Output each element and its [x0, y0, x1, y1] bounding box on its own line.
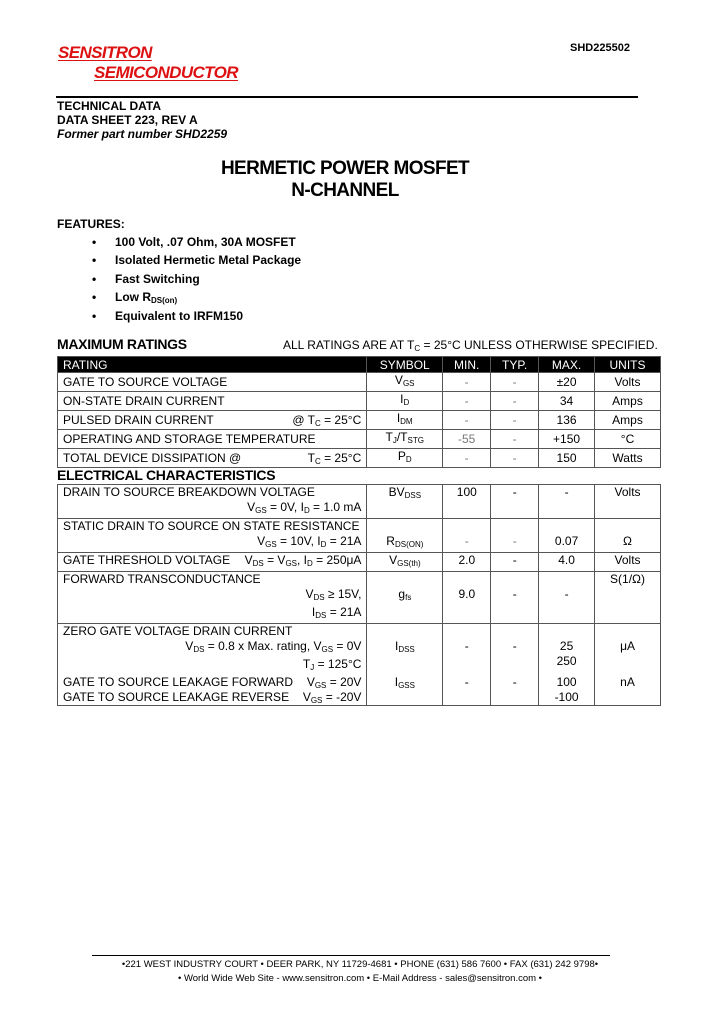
- table-row: DRAIN TO SOURCE BREAKDOWN VOLTAGE $V_{GS} = 0V$, $I_D = 1.0$ mA $BV_{DSS}$ 100 - - Volts: [58, 485, 661, 519]
- feature-item: • Isolated Hermetic Metal Package: [92, 251, 301, 269]
- footer-web: • World Wide Web Site - www.sensitron.com • E-Mail Address - sales@sensitron.com •: [177, 973, 543, 984]
- company-logo: [58, 43, 238, 83]
- col-header: MAX.: [539, 357, 595, 373]
- rating-cell: GATE TO SOURCE VOLTAGE: [58, 373, 367, 392]
- ratings-note: ALL RATINGS ARE AT $T_C = 25^\circ C$ UNLESS OTHERWISE SPECIFIED.: [283, 338, 658, 353]
- tech-line-1: TECHNICAL DATA: [57, 99, 161, 113]
- table-row: [58, 411, 661, 430]
- symbol-cell: $V_{GS}$: [367, 373, 443, 392]
- tech-line-2: DATA SHEET 223, REV A: [57, 113, 198, 127]
- symbol-cell: $T_J/T_{STG}$: [367, 430, 443, 449]
- max-cell: +150: [539, 430, 595, 449]
- typ-cell: -: [491, 430, 539, 449]
- table-row: STATIC DRAIN TO SOURCE ON STATE RESISTANCE $V_{GS} = 10V$, $I_D = 21A$ $R_{DS(ON)}$ - - 0.07 Ω: [58, 519, 661, 553]
- typ-cell: -: [491, 411, 539, 430]
- header-rule: [56, 96, 638, 98]
- feature-item: • Fast Switching: [92, 270, 301, 288]
- param-cell: FORWARD TRANSCONDUCTANCE $V_{DS} \ge 15V$, $I_{DS} = 21A$: [58, 572, 367, 624]
- max-cell: ±20: [539, 373, 595, 392]
- footer-rule: [92, 955, 610, 956]
- tech-data-block: [57, 99, 227, 141]
- col-header: MIN.: [443, 357, 491, 373]
- tech-line-3: Former part number SHD2259: [57, 127, 228, 141]
- typ-cell: -: [491, 449, 539, 468]
- symbol-cell: $P_D$: [367, 449, 443, 468]
- table-row: [58, 449, 661, 468]
- col-header: SYMBOL: [367, 357, 443, 373]
- min-cell: -55: [443, 430, 491, 449]
- rating-cell: OPERATING AND STORAGE TEMPERATURE: [58, 430, 367, 449]
- feature-item: • Low $R_{DS(on)}$: [92, 288, 301, 306]
- max-ratings-table: [57, 356, 661, 468]
- feature-item: • Equivalent to IRFM150: [92, 307, 301, 325]
- col-header: RATING: [58, 357, 367, 373]
- min-cell: -: [443, 392, 491, 411]
- min-cell: -: [443, 373, 491, 392]
- param-cell: GATE THRESHOLD VOLTAGE $V_{DS} = V_{GS}$, $I_D = 250\mu A$: [58, 553, 367, 572]
- units-cell: Volts: [595, 373, 661, 392]
- table-header-row: [58, 357, 661, 373]
- rating-cell: PULSED DRAIN CURRENT @ $T_C = 25^\circ C$: [58, 411, 367, 430]
- units-cell: °C: [595, 430, 661, 449]
- table-row: GATE THRESHOLD VOLTAGE $V_{DS} = V_{GS}$, $I_D = 250\mu A$ $V_{GS(th)}$ 2.0 - 4.0 Volts: [58, 553, 661, 572]
- max-ratings-heading: MAXIMUM RATINGS: [57, 336, 187, 352]
- units-cell: Watts: [595, 449, 661, 468]
- min-cell: -: [443, 411, 491, 430]
- rating-cell: ON-STATE DRAIN CURRENT: [58, 392, 367, 411]
- param-cell: ZERO GATE VOLTAGE DRAIN CURRENT $V_{DS} = 0.8$ x Max. rating, $V_{GS} = 0V$ $T_J = 125^\circ C$: [58, 624, 367, 676]
- table-row: [58, 430, 661, 449]
- typ-cell: -: [491, 392, 539, 411]
- elec-heading: ELECTRICAL CHARACTERISTICS: [57, 467, 276, 483]
- symbol-cell: $I_{DM}$: [367, 411, 443, 430]
- table-row: GATE TO SOURCE LEAKAGE FORWARD GATE TO SOURCE LEAKAGE REVERSE $V_{GS} = 20V$ $V_{GS} = -20V$ $I_{GSS}$ - - 100 -100 nA: [58, 675, 661, 706]
- part-number: SHD225502: [570, 42, 630, 54]
- units-cell: Amps: [595, 411, 661, 430]
- param-cell: DRAIN TO SOURCE BREAKDOWN VOLTAGE $V_{GS} = 0V$, $I_D = 1.0$ mA: [58, 485, 367, 519]
- table-row: ZERO GATE VOLTAGE DRAIN CURRENT $V_{DS} = 0.8$ x Max. rating, $V_{GS} = 0V$ $T_J = 125^\circ C$ $I_{DSS}$ - - 25 250 μA: [58, 624, 661, 676]
- symbol-cell: $I_D$: [367, 392, 443, 411]
- typ-cell: -: [491, 373, 539, 392]
- col-header: TYP.: [491, 357, 539, 373]
- table-row: [58, 392, 661, 411]
- param-cell: GATE TO SOURCE LEAKAGE FORWARD GATE TO SOURCE LEAKAGE REVERSE $V_{GS} = 20V$ $V_{GS} = -20V$: [58, 675, 367, 706]
- max-cell: 34: [539, 392, 595, 411]
- title-line-2: N-CHANNEL: [291, 180, 399, 201]
- max-cell: 150: [539, 449, 595, 468]
- logo-line-1: SENSITRON: [58, 43, 152, 62]
- feature-item: • 100 Volt, .07 Ohm, 30A MOSFET: [92, 233, 301, 251]
- col-header: UNITS: [595, 357, 661, 373]
- param-cell: STATIC DRAIN TO SOURCE ON STATE RESISTANCE $V_{GS} = 10V$, $I_D = 21A$: [58, 519, 367, 553]
- rating-cell: TOTAL DEVICE DISSIPATION @ $T_C = 25^\circ C$: [58, 449, 367, 468]
- units-cell: Amps: [595, 392, 661, 411]
- table-row: [58, 373, 661, 392]
- features-list: [92, 233, 301, 325]
- document-title: [160, 158, 530, 202]
- min-cell: -: [443, 449, 491, 468]
- title-line-1: HERMETIC POWER MOSFET: [220, 158, 470, 179]
- max-cell: 136: [539, 411, 595, 430]
- footer: [40, 958, 680, 986]
- elec-table: [57, 484, 661, 706]
- footer-address: •221 WEST INDUSTRY COURT • DEER PARK, NY 11729-4681 • PHONE (631) 586 7600 • FAX (631) 242 9798•: [121, 959, 599, 970]
- table-row: FORWARD TRANSCONDUCTANCE $V_{DS} \ge 15V$, $I_{DS} = 21A$ $g_{fs}$ 9.0 - - S(1/Ω): [58, 572, 661, 624]
- features-heading: FEATURES:: [57, 217, 125, 231]
- logo-line-2: SEMICONDUCTOR: [94, 63, 238, 82]
